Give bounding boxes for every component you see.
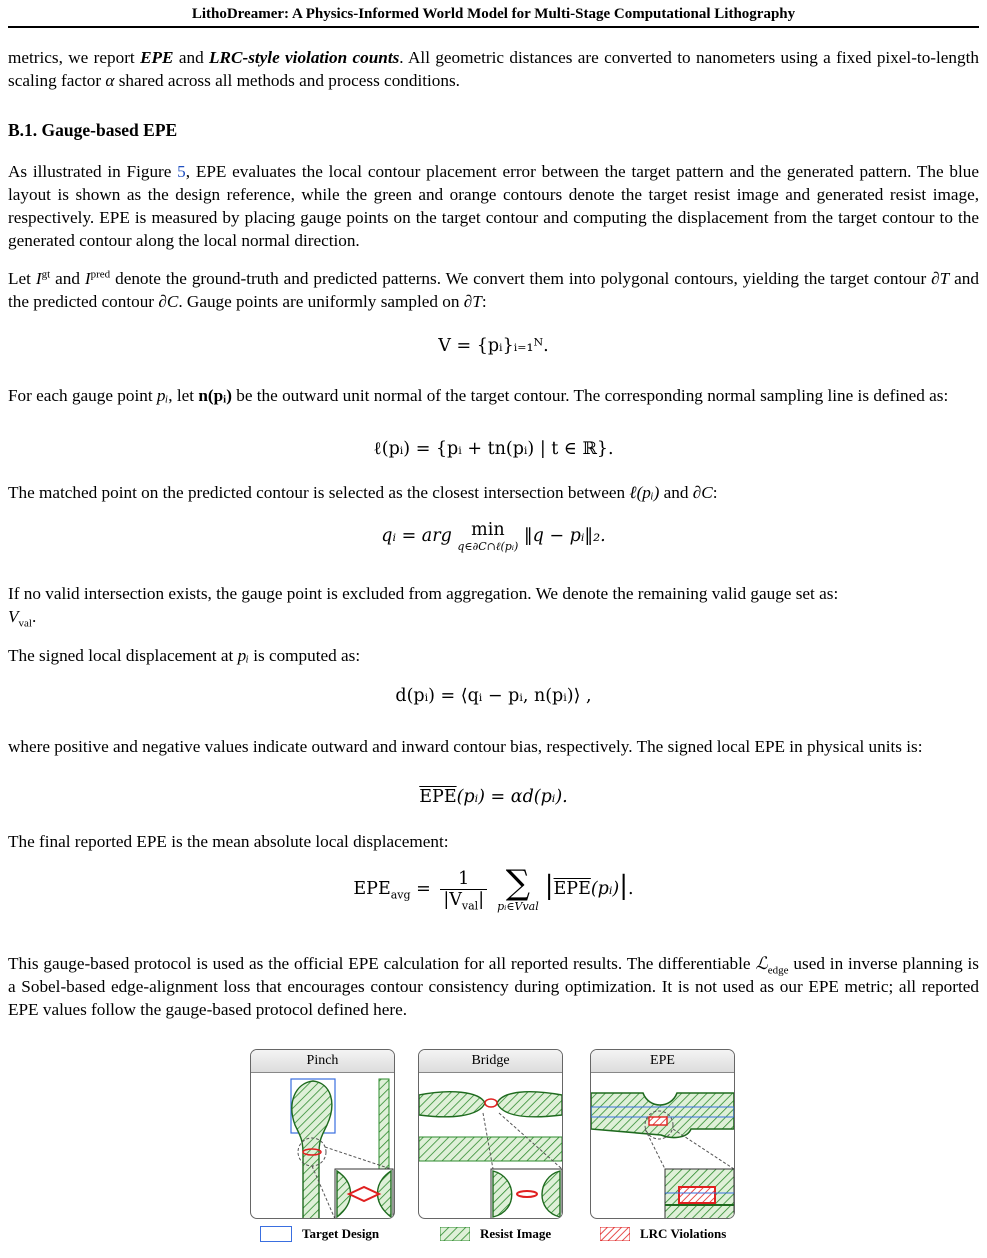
running-header: LithoDreamer: A Physics-Informed World Model for Multi-Stage Computational Lithography: [8, 0, 979, 28]
figure-panel-epe: [590, 1049, 735, 1219]
epe-illustration: [591, 1073, 734, 1219]
legend-lrc-violations: LRC Violations: [600, 1226, 726, 1242]
target-swatch-icon: [260, 1226, 292, 1242]
equation-signed-epe: $\overline{EPE}(pᵢ)$ = αd(pᵢ).: [419, 787, 568, 807]
figure-panel-pinch: [250, 1049, 395, 1219]
pinch-illustration: [251, 1073, 394, 1219]
panel-title: EPE: [591, 1050, 734, 1073]
paragraph-protocol: This gauge-based protocol is used as the official EPE calculation for all reported results. The differentiable ℒ$_{edge}$ used in inverse planning is a Sobel-based edge-alignment loss that encourages contour consistency during optimization. It is not used as our EPE metric; all reported EPE values follow the gauge-based protocol defined here.: [8, 954, 979, 1019]
paragraph-matched-point: The matched point on the predicted contour is selected as the closest intersection between ℓ(pᵢ) and ∂C:: [8, 483, 718, 502]
panel-title: Pinch: [251, 1050, 394, 1073]
paragraph-figure-reference: As illustrated in Figure 5, EPE evaluates the local contour placement error between the target pattern and the generated pattern. The blue layout is shown as the design reference, while the green and orange contours denote the target resist image and generated resist image, respectively. EPE is measured by placing gauge points on the target contour and computing the displacement from the target contour to the generated contour along the local normal direction.: [8, 162, 979, 250]
equation-displacement: d(pᵢ) = ⟨qᵢ − pᵢ, n(pᵢ)⟩ ,: [395, 686, 592, 706]
paragraph-displacement: The signed local displacement at pᵢ is computed as:: [8, 646, 361, 665]
bridge-illustration: [419, 1073, 562, 1219]
paragraph-contours: Let $I^{gt}$ and $I^{pred}$ denote the ground-truth and predicted patterns. We convert them into polygonal contours, yielding the target contour ∂T and the predicted contour ∂C. Gauge points are uniformly sampled on ∂T:: [8, 268, 979, 311]
figure-panel-bridge: [418, 1049, 563, 1219]
resist-swatch-icon: [440, 1227, 470, 1241]
paragraph-signed-epe: where positive and negative values indicate outward and inward contour bias, respectively. The signed local EPE in physical units is:: [8, 737, 923, 756]
paragraph-normal: For each gauge point pᵢ, let n(pᵢ) be the outward unit normal of the target contour. The corresponding normal sampling line is defined as:: [8, 386, 949, 405]
section-heading: B.1. Gauge-based EPE: [8, 120, 178, 140]
equation-sampling-line: ℓ(pᵢ) = {pᵢ + tn(pᵢ) | t ∈ ℝ}.: [373, 439, 614, 459]
paragraph-mean-epe: The final reported EPE is the mean absolute local displacement:: [8, 832, 449, 851]
violation-swatch-icon: [600, 1227, 630, 1241]
intro-paragraph: metrics, we report EPE and LRC-style violation counts. All geometric distances are converted to nanometers using a fixed pixel-to-length scaling factor α shared across all methods and process conditions.: [8, 48, 979, 90]
equation-gauge-set: V = {pᵢ}ᵢ₌₁ᴺ.: [438, 336, 549, 356]
equation-argmin: qᵢ = arg min q∈∂C∩ℓ(pᵢ) ‖q − pᵢ‖₂.: [381, 520, 606, 553]
legend-resist-image: Resist Image: [440, 1226, 551, 1242]
legend-target-design: Target Design: [260, 1226, 379, 1242]
figure-link[interactable]: 5: [177, 162, 186, 181]
panel-title: Bridge: [419, 1050, 562, 1073]
equation-epe-avg: $EPE_{avg}$ = $\frac{1}{|V_{val}|}$ ∑ pᵢ∈Vval $|\overline{EPE}(pᵢ)|$.: [353, 863, 634, 913]
paragraph-valid-set: If no valid intersection exists, the gauge point is excluded from aggregation. We denote the remaining valid gauge set as: $V_{val}$.: [8, 584, 839, 630]
